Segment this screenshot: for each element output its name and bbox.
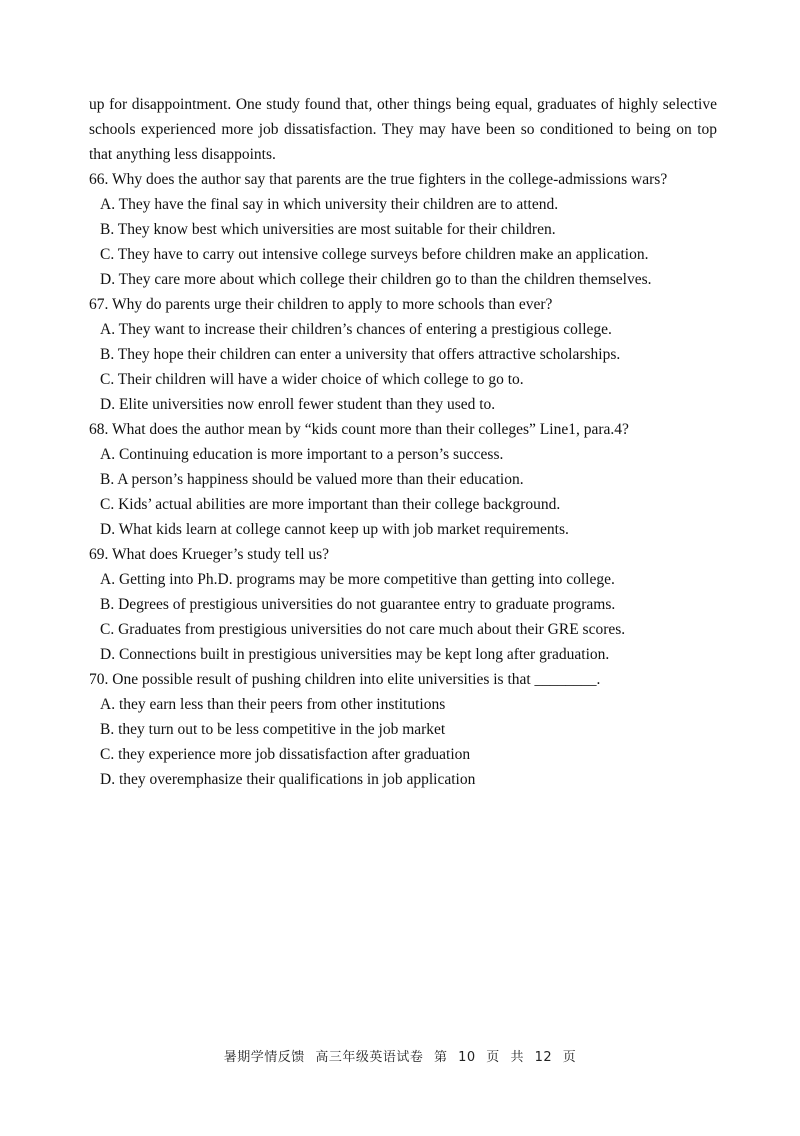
option-a: A. Continuing education is more important to a person’s success. [100,446,504,463]
option-c: C. Their children will have a wider choice of which college to go to. [100,371,524,388]
exam-page-body [89,92,717,792]
option-c: C. Kids’ actual abilities are more important than their college background. [100,496,561,513]
question-69 [89,542,717,667]
answer-options [89,192,717,292]
option-a: A. They have the final say in which university their children are to attend. [100,196,559,213]
answer-options [89,442,717,542]
answer-options [89,317,717,417]
option-d: D. They care more about which college their children go to than the children themselves. [100,271,652,288]
question-67 [89,292,717,417]
question-stem: 70. One possible result of pushing children into elite universities is that ________. [89,671,601,688]
option-d: D. they overemphasize their qualifications in job application [100,771,476,788]
option-a: A. Getting into Ph.D. programs may be more competitive than getting into college. [100,571,615,588]
page-footer: 暑期学情反馈 高三年级英语试卷 第 10 页 共 12 页 [223,1050,577,1065]
option-b: B. Degrees of prestigious universities do not guarantee entry to graduate programs. [100,596,616,613]
option-d: D. Connections built in prestigious universities may be kept long after graduation. [100,646,610,663]
option-a: A. they earn less than their peers from other institutions [100,696,446,713]
question-stem: 67. Why do parents urge their children to apply to more schools than ever? [89,296,553,313]
question-66 [89,167,717,292]
option-b: B. they turn out to be less competitive in the job market [100,721,446,738]
answer-options [89,692,717,792]
passage-paragraph: up for disappointment. One study found that, other things being equal, graduates of highly selective schools experienced more job dissatisfaction. They may have been so conditioned to being on top that anything less disappoints. [89,96,717,163]
option-a: A. They want to increase their children’s chances of entering a prestigious college. [100,321,612,338]
question-stem: 68. What does the author mean by “kids count more than their colleges” Line1, para.4? [89,421,629,438]
question-70 [89,667,717,792]
option-c: C. They have to carry out intensive college surveys before children make an application. [100,246,649,263]
option-c: C. Graduates from prestigious universities do not care much about their GRE scores. [100,621,626,638]
option-d: D. Elite universities now enroll fewer student than they used to. [100,396,496,413]
option-c: C. they experience more job dissatisfaction after graduation [100,746,471,763]
option-b: B. A person’s happiness should be valued more than their education. [100,471,524,488]
option-b: B. They know best which universities are most suitable for their children. [100,221,556,238]
answer-options [89,567,717,667]
question-stem: 66. Why does the author say that parents are the true fighters in the college-admissions wars? [89,171,668,188]
option-b: B. They hope their children can enter a university that offers attractive scholarships. [100,346,621,363]
option-d: D. What kids learn at college cannot keep up with job market requirements. [100,521,569,538]
question-stem: 69. What does Krueger’s study tell us? [89,546,330,563]
question-68 [89,417,717,542]
